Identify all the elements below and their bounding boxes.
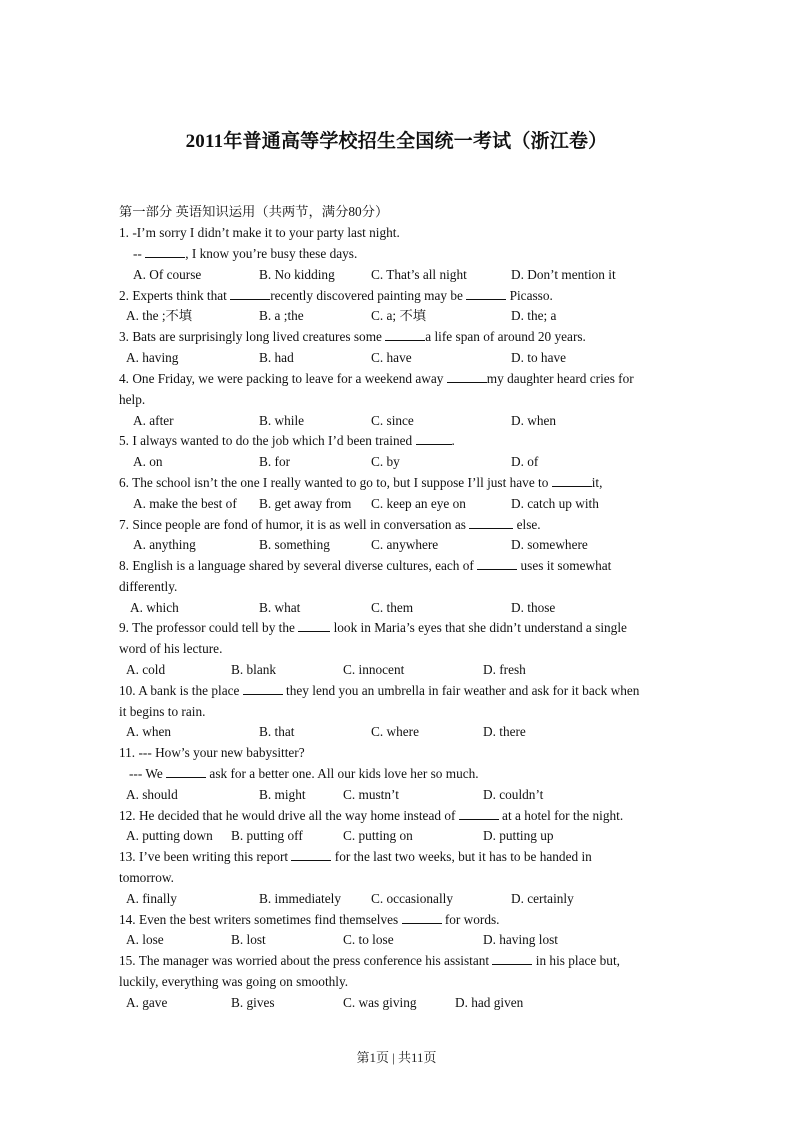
option-d[interactable]: D. somewhere [511,537,588,552]
option-c[interactable]: C. putting on [343,828,413,843]
option-c[interactable]: C. innocent [343,662,405,677]
option-a[interactable]: A. gave [126,995,168,1010]
question-4-stem-line-2: help. [119,392,146,407]
stem-text: at a hotel for the night. [498,808,624,823]
stem-text: uses it somewhat [517,558,612,573]
stem-text: Experts think that [132,288,231,303]
answer-blank[interactable] [466,288,506,300]
option-b[interactable]: B. get away from [259,496,352,511]
stem-text: I always wanted to do the job which I’d been trained [132,433,416,448]
question-10-stem-line-1 [119,683,639,699]
stem-text: I’ve been writing this report [138,849,292,864]
option-b[interactable]: B. lost [231,932,266,947]
question-12-stem-line-1 [119,808,623,824]
answer-blank[interactable] [243,683,283,695]
option-b[interactable]: B. No kidding [259,267,335,282]
stem-text: in his place but, [532,953,620,968]
question-number: 12. [119,808,136,823]
option-a[interactable]: A. putting down [126,828,213,843]
stem-text: A bank is the place [138,683,243,698]
question-number: 15. [119,953,136,968]
document-title: 2011年普通高等学校招生全国统一考试（浙江卷） [185,131,608,152]
question-11-stem-line-2 [129,766,479,782]
option-d[interactable]: D. couldn’t [483,787,544,802]
question-number: 4. [119,371,129,386]
option-a[interactable]: A. cold [126,662,166,677]
option-c[interactable]: C. That’s all night [371,267,467,282]
question-6-stem-line-1 [119,475,602,491]
option-d[interactable]: D. those [511,600,556,615]
answer-blank[interactable] [459,808,499,820]
stem-text: The school isn’t the one I really wanted to go to, but I suppose I’ll just have to [132,475,552,490]
stem-text: Since people are fond of humor, it is as well in conversation as [132,517,470,532]
option-c[interactable]: C. by [371,454,400,469]
option-b[interactable]: B. something [259,537,330,552]
question-number: 5. [119,433,129,448]
option-b[interactable]: B. for [259,454,291,469]
question-7-stem-line-1 [119,517,541,533]
question-14-stem-line-1 [119,912,500,928]
option-a[interactable]: A. the ;不填 [126,308,193,323]
question-10-stem-line-2: it begins to rain. [119,704,206,719]
question-number: 9. [119,620,129,635]
question-2-stem-line-1 [119,288,553,304]
question-13-stem-line-2: tomorrow. [119,870,174,885]
question-5-stem-line-1 [119,433,455,449]
option-d[interactable]: D. fresh [483,662,526,677]
option-c[interactable]: C. where [371,724,419,739]
option-d[interactable]: D. when [511,413,557,428]
option-b[interactable]: B. blank [231,662,277,677]
stem-text: for the last two weeks, but it has to be handed in [331,849,592,864]
option-a[interactable]: A. which [130,600,179,615]
question-1-stem-line-1 [119,225,400,241]
question-1-stem-line-2 [133,246,357,262]
option-b[interactable]: B. putting off [231,828,303,843]
answer-blank[interactable] [166,766,206,778]
answer-blank[interactable] [298,620,330,632]
option-a[interactable]: A. anything [133,537,196,552]
question-number: 6. [119,475,129,490]
option-a[interactable]: A. finally [126,891,177,906]
question-4-stem-line-1 [119,371,634,387]
option-b[interactable]: B. gives [231,995,275,1010]
answer-blank[interactable] [230,288,270,300]
question-number: 2. [119,288,129,303]
option-b[interactable]: B. what [259,600,301,615]
question-8-stem-line-1 [119,558,611,574]
stem-text: they lend you an umbrella in fair weather and ask for it back when [282,683,640,698]
stem-text: recently discovered painting may be [270,288,467,303]
option-d[interactable]: D. to have [511,350,567,365]
section-header: 第一部分 英语知识运用（共两节，满分80分） [119,204,389,219]
answer-blank[interactable] [385,329,425,341]
option-d[interactable]: D. there [483,724,526,739]
answer-blank[interactable] [477,558,517,570]
question-13-stem-line-1 [119,849,592,865]
stem-text: English is a language shared by several diverse cultures, each of [132,558,478,573]
answer-blank[interactable] [447,371,487,383]
stem-text: ask for a better one. All our kids love her so much. [206,766,479,781]
option-d[interactable]: D. putting up [483,828,554,843]
stem-text: -I’m sorry I didn’t make it to your party last night. [132,225,400,240]
question-number: 11. [119,745,136,760]
option-c[interactable]: C. to lose [343,932,394,947]
option-d[interactable]: D. having lost [483,932,558,947]
question-9-stem-line-1 [119,620,627,636]
stem-text: The manager was worried about the press conference his assistant [138,953,493,968]
option-d[interactable]: D. certainly [511,891,574,906]
option-a[interactable]: A. make the best of [133,496,237,511]
stem-text: -- [133,246,146,261]
option-a[interactable]: A. should [126,787,178,802]
question-number: 7. [119,517,129,532]
answer-blank[interactable] [552,475,592,487]
option-c[interactable]: C. occasionally [371,891,453,906]
stem-text: it, [591,475,603,490]
option-a[interactable]: A. when [126,724,172,739]
stem-text: , I know you’re busy these days. [185,246,358,261]
option-b[interactable]: B. immediately [259,891,341,906]
stem-text: Even the best writers sometimes find themselves [138,912,402,927]
stem-text: He decided that he would drive all the way home instead of [138,808,459,823]
question-number: 10. [119,683,136,698]
option-d[interactable]: D. the; a [511,308,557,323]
option-a[interactable]: A. Of course [133,267,202,282]
question-8-stem-line-2: differently. [119,579,178,594]
stem-text: --- How’s your new babysitter? [138,745,305,760]
question-15-stem-line-1 [119,953,620,969]
question-number: 8. [119,558,129,573]
option-b[interactable]: B. might [259,787,306,802]
stem-text: One Friday, we were packing to leave for a weekend away [132,371,447,386]
stem-text: Picasso. [506,288,553,303]
option-b[interactable]: B. while [259,413,305,428]
question-9-stem-line-2: word of his lecture. [119,641,223,656]
question-number: 3. [119,329,129,344]
option-c[interactable]: C. a; 不填 [371,308,427,323]
question-11-stem-line-1 [119,745,305,761]
stem-text: for words. [441,912,500,927]
question-number: 14. [119,912,136,927]
stem-text: --- We [129,766,167,781]
stem-text: a life span of around 20 years. [425,329,586,344]
answer-blank[interactable] [145,246,185,258]
option-d[interactable]: D. catch up with [511,496,599,511]
option-c[interactable]: C. them [371,600,414,615]
option-a[interactable]: A. after [133,413,174,428]
option-c[interactable]: C. since [371,413,414,428]
page-footer: 第1页 | 共11页 [356,1050,437,1065]
option-c[interactable]: C. was giving [343,995,417,1010]
stem-text: my daughter heard cries for [486,371,634,386]
question-number: 13. [119,849,136,864]
question-3-stem-line-1 [119,329,586,345]
stem-text: . [451,433,455,448]
stem-text: The professor could tell by the [132,620,299,635]
option-d[interactable]: D. of [511,454,539,469]
option-d[interactable]: D. Don’t mention it [511,267,616,282]
stem-text: Bats are surprisingly long lived creatures some [132,329,386,344]
answer-blank[interactable] [291,849,331,861]
option-b[interactable]: B. a ;the [259,308,304,323]
option-d[interactable]: D. had given [455,995,524,1010]
answer-blank[interactable] [402,912,442,924]
option-b[interactable]: B. had [259,350,294,365]
question-number: 1. [119,225,129,240]
option-a[interactable]: A. lose [126,932,164,947]
answer-blank[interactable] [469,517,513,529]
answer-blank[interactable] [492,953,532,965]
option-c[interactable]: C. anywhere [371,537,439,552]
option-c[interactable]: C. mustn’t [343,787,399,802]
option-a[interactable]: A. on [133,454,163,469]
stem-text: else. [513,517,541,532]
option-b[interactable]: B. that [259,724,295,739]
stem-text: look in Maria’s eyes that she didn’t understand a single [330,620,627,635]
answer-blank[interactable] [416,433,452,445]
option-c[interactable]: C. have [371,350,412,365]
option-a[interactable]: A. having [126,350,179,365]
option-c[interactable]: C. keep an eye on [371,496,466,511]
question-15-stem-line-2: luckily, everything was going on smoothly. [119,974,349,989]
